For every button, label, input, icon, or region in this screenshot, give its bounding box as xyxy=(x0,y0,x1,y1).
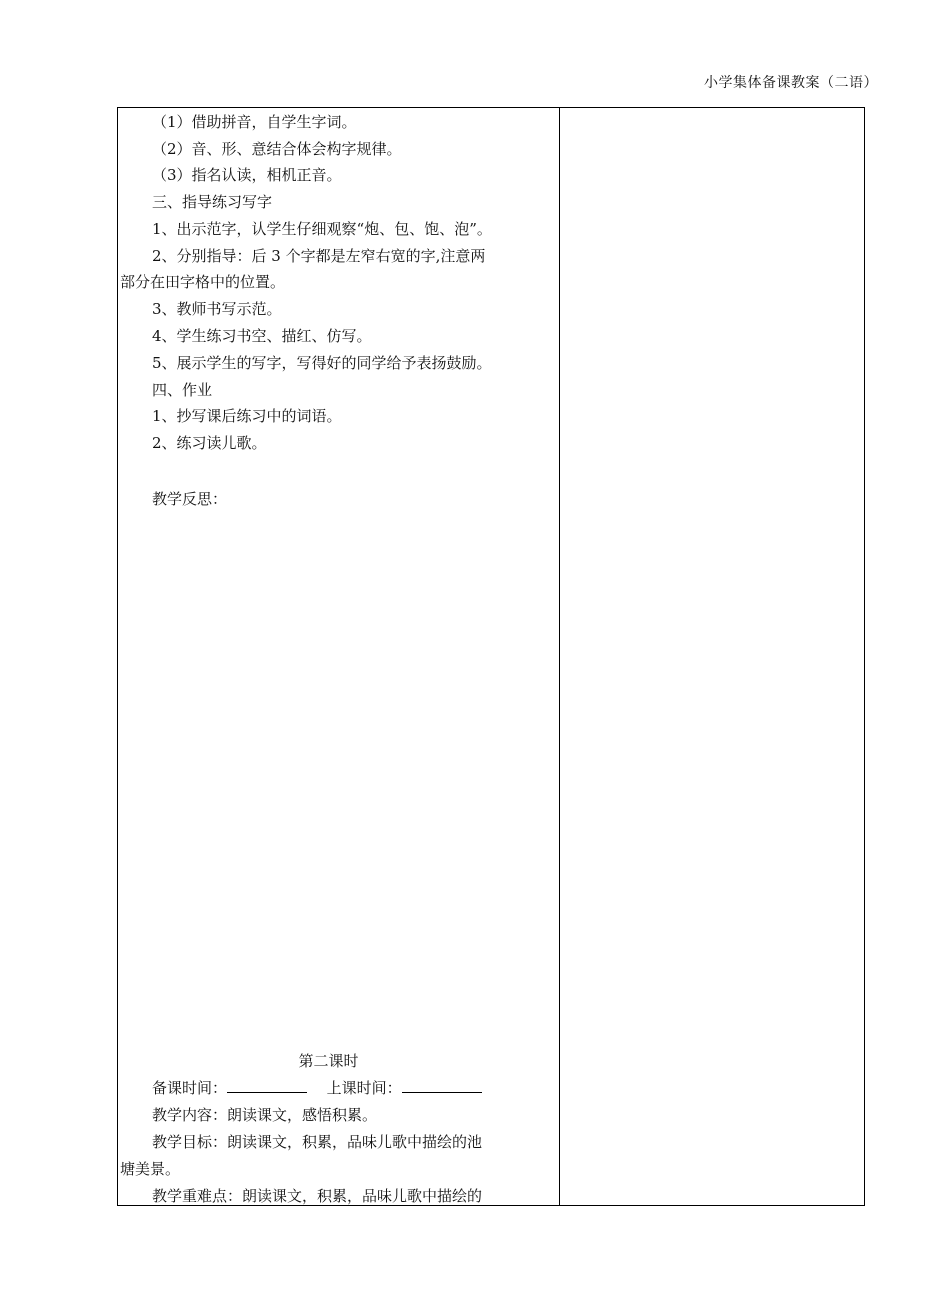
section-heading: 四、作业 xyxy=(152,381,213,399)
time-fields xyxy=(118,1077,548,1098)
text-line: （3）指名认读，相机正音。 xyxy=(152,166,342,184)
notes-cell xyxy=(560,108,864,1205)
teaching-goal-continued: 塘美景。 xyxy=(120,1160,181,1178)
lesson-content-cell xyxy=(118,108,559,1205)
teaching-key-points: 教学重难点：朗读课文，积累，品味儿歌中描绘的 xyxy=(152,1187,483,1205)
class-time-blank xyxy=(402,1078,482,1093)
teaching-goal: 教学目标：朗读课文，积累，品味儿歌中描绘的池 xyxy=(152,1133,483,1151)
text-line: 1、出示范字，认学生仔细观察“炮、包、饱、泡”。 xyxy=(152,220,492,238)
text-line: 3、教师书写示范。 xyxy=(152,300,282,318)
text-line: 2、分别指导：后 3 个字都是左窄右宽的字,注意两 xyxy=(152,247,486,265)
text-line: （1）借助拼音，自学生字词。 xyxy=(152,113,357,131)
text-line: 2、练习读儿歌。 xyxy=(152,434,267,452)
reflection-label: 教学反思： xyxy=(152,490,228,508)
lesson-plan-table xyxy=(117,107,865,1206)
second-lesson-title: 第二课时 xyxy=(298,1052,359,1070)
text-line: 4、学生练习书空、描红、仿写。 xyxy=(152,327,372,345)
prep-time-label: 备课时间： xyxy=(152,1079,228,1097)
page-header: 小学集体备课教案（二语） xyxy=(704,75,878,91)
text-line: 5、展示学生的写字，写得好的同学给予表扬鼓励。 xyxy=(152,354,492,372)
section-heading: 三、指导练习写字 xyxy=(152,193,273,211)
text-line: （2）音、形、意结合体会构字规律。 xyxy=(152,140,402,158)
class-time-label: 上课时间： xyxy=(326,1079,402,1097)
teaching-content: 教学内容：朗读课文，感悟积累。 xyxy=(152,1106,378,1124)
text-line: 1、抄写课后练习中的词语。 xyxy=(152,407,342,425)
prep-time-blank xyxy=(227,1078,307,1093)
text-line: 部分在田字格中的位置。 xyxy=(120,273,286,291)
